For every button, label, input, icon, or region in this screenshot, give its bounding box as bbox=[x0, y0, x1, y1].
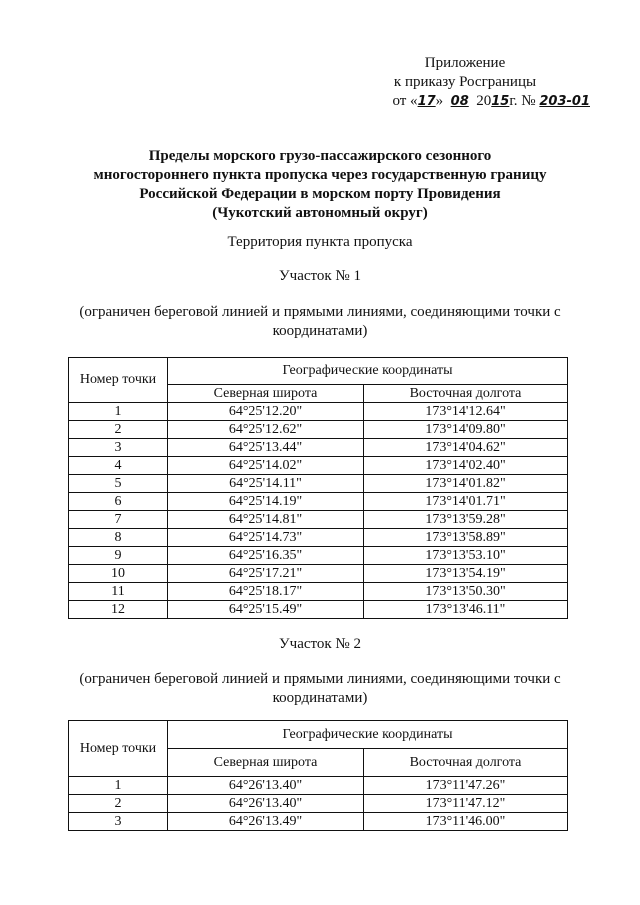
point-number-cell: 3 bbox=[69, 439, 168, 457]
point-number-cell: 2 bbox=[69, 421, 168, 439]
header-point-number: Номер точки bbox=[69, 721, 168, 777]
point-number-cell: 6 bbox=[69, 493, 168, 511]
appendix-block bbox=[340, 54, 590, 111]
longitude-cell: 173°14'01.71" bbox=[364, 493, 568, 511]
table-row bbox=[69, 813, 568, 831]
section-1-note-line: (ограничен береговой линией и прямыми линиями, соединяющими точки с bbox=[79, 304, 561, 320]
table-row bbox=[69, 547, 568, 565]
section-1-note bbox=[40, 303, 600, 341]
order-year: 15 bbox=[491, 94, 510, 109]
point-number-cell: 9 bbox=[69, 547, 168, 565]
point-number-cell: 1 bbox=[69, 777, 168, 795]
header-latitude: Северная широта bbox=[168, 749, 364, 777]
point-number-cell: 11 bbox=[69, 583, 168, 601]
longitude-cell: 173°13'59.28" bbox=[364, 511, 568, 529]
appendix-label: Приложение bbox=[424, 55, 506, 71]
latitude-cell: 64°25'14.02" bbox=[168, 457, 364, 475]
table-row bbox=[69, 457, 568, 475]
header-geo-coordinates: Географические координаты bbox=[168, 358, 568, 385]
longitude-cell: 173°11'46.00" bbox=[364, 813, 568, 831]
latitude-cell: 64°25'16.35" bbox=[168, 547, 364, 565]
point-number-cell: 3 bbox=[69, 813, 168, 831]
latitude-cell: 64°25'12.62" bbox=[168, 421, 364, 439]
order-number: 203-01 bbox=[539, 94, 590, 109]
latitude-cell: 64°25'17.21" bbox=[168, 565, 364, 583]
header-longitude: Восточная долгота bbox=[364, 749, 568, 777]
table-1-body bbox=[69, 403, 568, 619]
table-row bbox=[69, 475, 568, 493]
point-number-cell: 7 bbox=[69, 511, 168, 529]
header-point-number: Номер точки bbox=[69, 358, 168, 403]
latitude-cell: 64°25'14.11" bbox=[168, 475, 364, 493]
table-row bbox=[69, 529, 568, 547]
longitude-cell: 173°11'47.26" bbox=[364, 777, 568, 795]
table-row bbox=[69, 795, 568, 813]
order-month: 08 bbox=[450, 94, 469, 109]
section-2-note bbox=[40, 670, 600, 708]
longitude-cell: 173°13'50.30" bbox=[364, 583, 568, 601]
coordinates-table-1 bbox=[68, 357, 568, 619]
section-1-note-line: координатами) bbox=[272, 323, 368, 339]
order-close-quote: » bbox=[435, 93, 444, 109]
latitude-cell: 64°25'15.49" bbox=[168, 601, 364, 619]
latitude-cell: 64°26'13.40" bbox=[168, 777, 364, 795]
title-line: многостороннего пункта пропуска через государственную границу bbox=[93, 167, 547, 183]
latitude-cell: 64°25'14.81" bbox=[168, 511, 364, 529]
appendix-order-ref: к приказу Росграницы bbox=[393, 74, 537, 90]
point-number-cell: 5 bbox=[69, 475, 168, 493]
latitude-cell: 64°26'13.49" bbox=[168, 813, 364, 831]
point-number-cell: 4 bbox=[69, 457, 168, 475]
title-line: (Чукотский автономный округ) bbox=[212, 205, 428, 221]
latitude-cell: 64°25'14.19" bbox=[168, 493, 364, 511]
longitude-cell: 173°11'47.12" bbox=[364, 795, 568, 813]
order-day: 17 bbox=[417, 94, 436, 109]
longitude-cell: 173°13'58.89" bbox=[364, 529, 568, 547]
table-row bbox=[69, 583, 568, 601]
order-date-number bbox=[340, 92, 590, 111]
header-geo-coordinates: Географические координаты bbox=[168, 721, 568, 749]
table-2-body bbox=[69, 777, 568, 831]
longitude-cell: 173°13'53.10" bbox=[364, 547, 568, 565]
territory-heading: Территория пункта пропуска bbox=[227, 234, 413, 250]
table-row bbox=[69, 403, 568, 421]
section-2-note-line: (ограничен береговой линией и прямыми линиями, соединяющими точки с bbox=[79, 671, 561, 687]
longitude-cell: 173°14'12.64" bbox=[364, 403, 568, 421]
latitude-cell: 64°25'14.73" bbox=[168, 529, 364, 547]
section-2-note-line: координатами) bbox=[272, 690, 368, 706]
point-number-cell: 10 bbox=[69, 565, 168, 583]
latitude-cell: 64°25'13.44" bbox=[168, 439, 364, 457]
latitude-cell: 64°25'12.20" bbox=[168, 403, 364, 421]
longitude-cell: 173°13'46.11" bbox=[364, 601, 568, 619]
header-latitude: Северная широта bbox=[168, 385, 364, 403]
longitude-cell: 173°14'04.62" bbox=[364, 439, 568, 457]
latitude-cell: 64°25'18.17" bbox=[168, 583, 364, 601]
table-row bbox=[69, 511, 568, 529]
point-number-cell: 12 bbox=[69, 601, 168, 619]
title-line: Российской Федерации в морском порту Провидения bbox=[139, 186, 501, 202]
table-row bbox=[69, 601, 568, 619]
longitude-cell: 173°14'02.40" bbox=[364, 457, 568, 475]
table-row bbox=[69, 493, 568, 511]
header-longitude: Восточная долгота bbox=[364, 385, 568, 403]
order-year-suffix: г. № bbox=[509, 93, 536, 109]
document-title bbox=[70, 147, 570, 223]
point-number-cell: 2 bbox=[69, 795, 168, 813]
latitude-cell: 64°26'13.40" bbox=[168, 795, 364, 813]
table-row bbox=[69, 439, 568, 457]
longitude-cell: 173°14'09.80" bbox=[364, 421, 568, 439]
longitude-cell: 173°13'54.19" bbox=[364, 565, 568, 583]
order-from: от « bbox=[392, 93, 418, 109]
section-1-heading: Участок № 1 bbox=[279, 268, 361, 284]
table-row bbox=[69, 565, 568, 583]
coordinates-table-2 bbox=[68, 720, 568, 831]
longitude-cell: 173°14'01.82" bbox=[364, 475, 568, 493]
table-row bbox=[69, 421, 568, 439]
point-number-cell: 1 bbox=[69, 403, 168, 421]
order-year-prefix: 20 bbox=[476, 93, 492, 109]
title-line: Пределы морского грузо-пассажирского сезонного bbox=[148, 148, 492, 164]
section-2-heading: Участок № 2 bbox=[279, 636, 361, 652]
table-row bbox=[69, 777, 568, 795]
point-number-cell: 8 bbox=[69, 529, 168, 547]
